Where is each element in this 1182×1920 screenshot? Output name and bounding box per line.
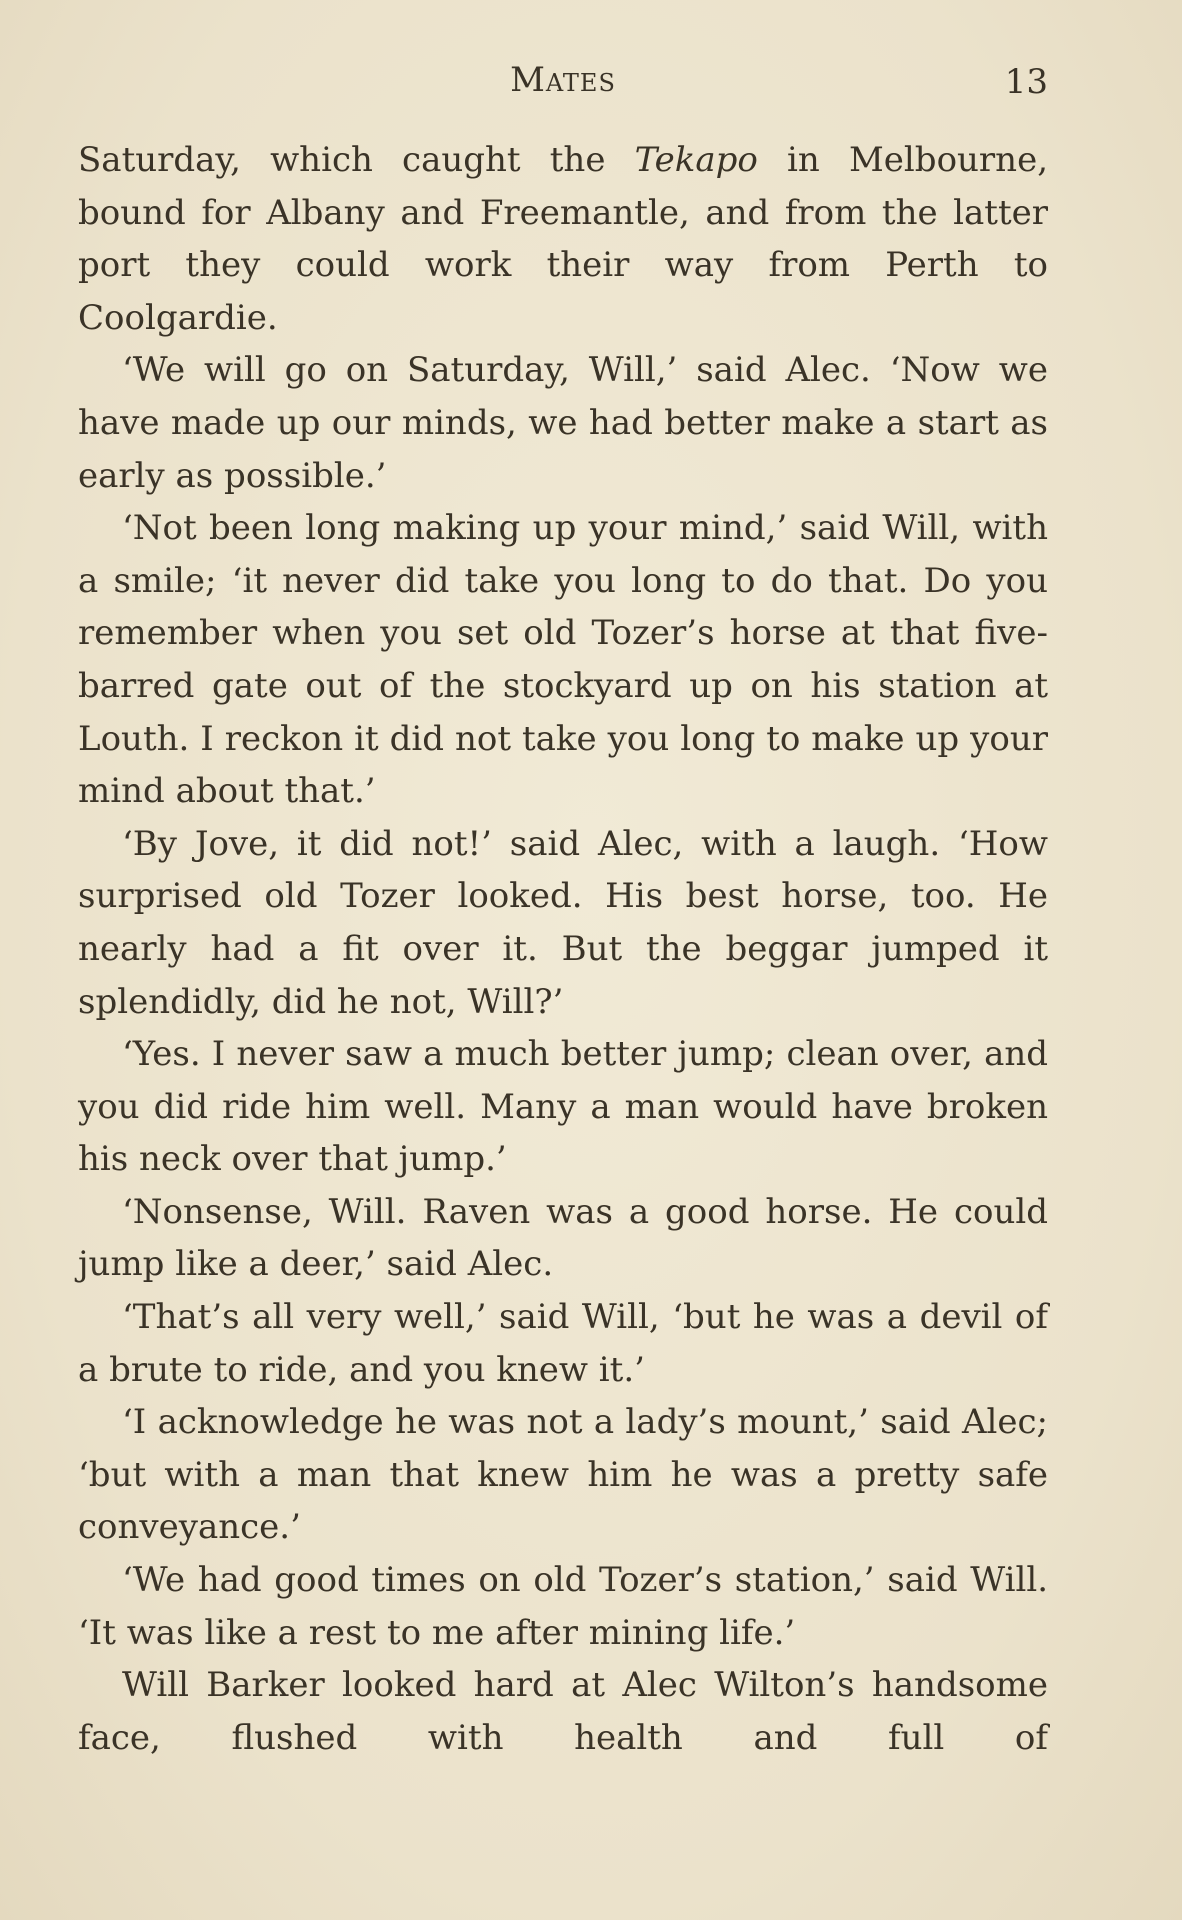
text-segment: ‘We will go on Saturday, Will,’ said Alec. ‘Now we have made up our minds, we had better make a start as early as possible.’ bbox=[78, 350, 1048, 496]
text-segment: Saturday, which caught the bbox=[78, 140, 635, 180]
paragraph bbox=[78, 1396, 1048, 1554]
running-head bbox=[78, 56, 1048, 106]
paragraph bbox=[78, 1554, 1048, 1659]
ship-name: Tekapo bbox=[634, 140, 758, 180]
text-segment: ‘I acknowledge he was not a lady’s mount,’ said Alec; ‘but with a man that knew him he was a pretty safe conveyance.’ bbox=[78, 1402, 1048, 1548]
text-segment: ‘We had good times on old Tozer’s station,’ said Will. ‘It was like a rest to me after mining life.’ bbox=[78, 1560, 1048, 1653]
text-segment: ‘Yes. I never saw a much better jump; clean over, and you did ride him well. Many a man would have broken his neck over that jump.’ bbox=[78, 1034, 1048, 1180]
paragraph bbox=[78, 1291, 1048, 1396]
paragraph bbox=[78, 134, 1048, 344]
body-text bbox=[78, 134, 1048, 1764]
text-segment: in Melbourne, bound for Albany and Freemantle, and from the latter port they could work their way from Perth to Coolgardie. bbox=[78, 140, 1049, 338]
paragraph bbox=[78, 502, 1048, 818]
text-segment: ‘That’s all very well,’ said Will, ‘but he was a devil of a brute to ride, and you knew it.’ bbox=[78, 1297, 1048, 1390]
running-head-title: Mates bbox=[510, 60, 616, 100]
page-number: 13 bbox=[1004, 62, 1048, 102]
paragraph bbox=[78, 1028, 1048, 1186]
paragraph bbox=[78, 344, 1048, 502]
paragraph-continued bbox=[78, 1659, 1048, 1764]
text-segment: Will Barker looked hard at Alec Wilton’s handsome face, flushed with health and full of bbox=[78, 1665, 1048, 1758]
paragraph bbox=[78, 1186, 1048, 1291]
text-segment: ‘By Jove, it did not!’ said Alec, with a laugh. ‘How surprised old Tozer looked. His best horse, too. He nearly had a fit over it. But the beggar jumped it splendidly, did he not, Will?’ bbox=[78, 823, 1048, 1022]
paragraph bbox=[78, 818, 1048, 1028]
text-segment: ‘Not been long making up your mind,’ said Will, with a smile; ‘it never did take you long to do that. Do you remember when you set old Tozer’s horse at that five-barred gate out of the stockyard up on his station at Louth. I reckon it did not take you long to make up your mind about that.’ bbox=[78, 508, 1048, 812]
text-segment: ‘Nonsense, Will. Raven was a good horse. He could jump like a deer,’ said Alec. bbox=[78, 1191, 1048, 1285]
